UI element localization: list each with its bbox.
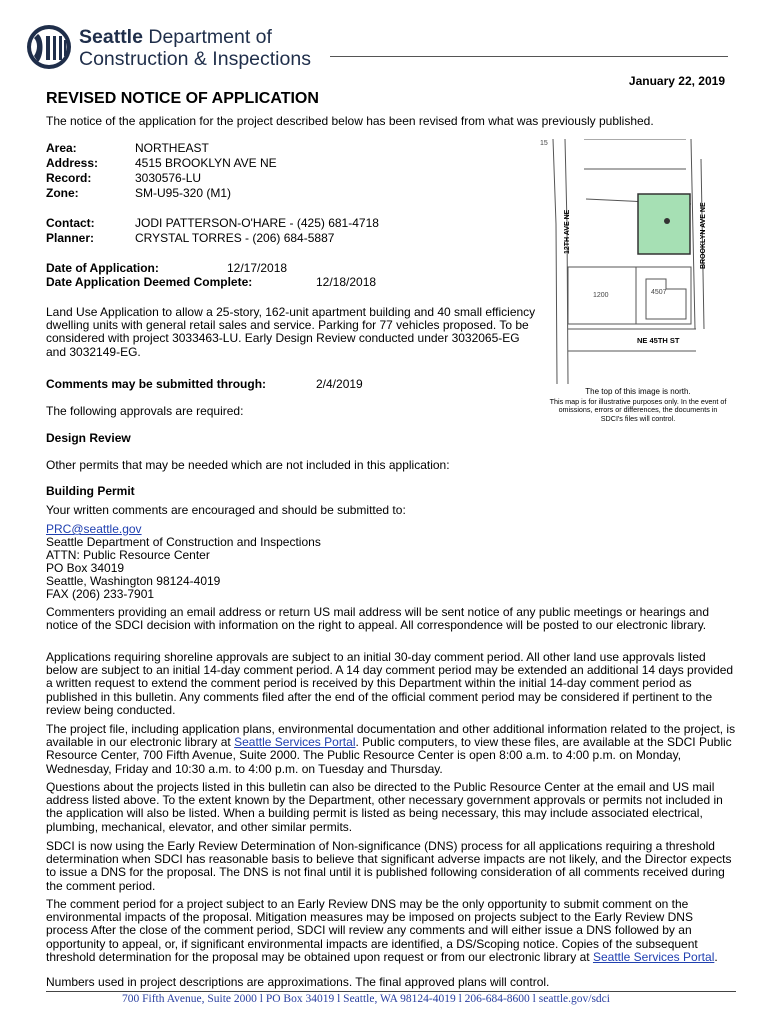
paragraph-approximations: Numbers used in project descriptions are approximations. The final approved plans will control. xyxy=(46,975,550,989)
paragraph-comment-period: Applications requiring shoreline approvals are subject to an initial 30-day comment period. All other land use approvals listed below are subject to an initial 14-day comment period. A 14 day comment period may be extended an additional 14 days provided a written request to extend the comment period is received by this Department within the initial 14-day comment period as published in this bulletin. Any comments filed after the end of the official comment period may be considered if pertinent to the review being conducted. xyxy=(46,650,734,717)
submit-text: Your written comments are encouraged and should be submitted to: xyxy=(46,503,406,517)
map-label-45th-st: NE 45TH ST xyxy=(637,336,680,345)
footer-rule xyxy=(46,991,736,992)
address-line2: ATTN: Public Resource Center xyxy=(46,548,210,562)
address-line4: Seattle, Washington 98124-4019 xyxy=(46,574,221,588)
address-line1: Seattle Department of Construction and Inspections xyxy=(46,535,321,549)
intro-text: The notice of the application for the project described below has been revised from what was previously published. xyxy=(46,114,654,128)
fax-line: FAX (206) 233-7901 xyxy=(46,587,155,601)
area-label: Area: xyxy=(46,141,77,155)
address-label: Address: xyxy=(46,156,99,170)
map-label-12th-ave: 12TH AVE NE xyxy=(564,209,571,254)
paragraph-commenters: Commenters providing an email address or return US mail address will be sent notice of any public meetings or hearings and notice of the SDCI decision with information on the right to appeal. All correspondence will be posted to our electronic library. xyxy=(46,605,709,633)
site-map xyxy=(536,139,730,384)
approval-design-review: Design Review xyxy=(46,431,131,445)
address-line3: PO Box 34019 xyxy=(46,561,125,575)
paragraph-project-file: The project file, including application plans, environmental documentation and other additional information related to the project, is available in our electronic library at Seattle Services Portal. Public computers, to view these files, are available at the SDCI Public Resource Center, 700 Fifth Avenue, Suite 2000. The Public Resource Center is open 8:00 a.m. to 4:00 p.m. on Monday, Wednesday, Friday and 10:30 a.m. to 4:00 p.m. on Tuesday and Thursday. xyxy=(46,722,736,776)
record-label: Record: xyxy=(46,171,92,185)
address-value: 4515 BROOKLYN AVE NE xyxy=(135,156,277,170)
contact-value: JODI PATTERSON-O'HARE - (425) 681-4718 xyxy=(135,216,379,230)
notice-date: January 22, 2019 xyxy=(628,74,725,88)
org-name-line2: Construction & Inspections xyxy=(79,48,311,70)
planner-label: Planner: xyxy=(46,231,95,245)
map-caption-disclaimer: This map is for illustrative purposes only. In the event of omissions, errors or differences, the documents in SDCI's files will control. xyxy=(549,397,727,423)
site-marker-icon xyxy=(664,218,670,224)
header-rule xyxy=(330,56,728,57)
map-label-brooklyn-ave: BROOKLYN AVE NE xyxy=(700,202,707,269)
org-name-line1: Seattle Department of xyxy=(79,26,272,48)
map-caption-north: The top of this image is north. xyxy=(585,387,691,396)
paragraph-comment-dns: The comment period for a project subject to an Early Review DNS may be the only opportunity to submit comment on the environmental impacts of the proposal. Mitigation measures may be imposed on projects subject to the Early Review DNS process After the close of the comment period, SDCI will review any comments and will either issue a DNS followed by an opportunity to appeal, or, if significant environmental impacts are identified, a DS/Scoping notice. Copies of the subsequent threshold determination for the proposal may be obtained upon request or from our electronic library at Seattle Services Portal. xyxy=(46,897,718,964)
comments-deadline-value: 2/4/2019 xyxy=(316,377,363,391)
seattle-logo-icon xyxy=(24,22,74,72)
seattle-services-portal-link[interactable]: Seattle Services Portal xyxy=(234,735,356,750)
paragraph-questions: Questions about the projects listed in this bulletin can also be directed to the Public Resource Center at the email and US mail address listed above. To the extent known by the Department, other necessary government approvals or permits not included in the application will also be listed. When a building permit is listed as being necessary, this may include associated electrical, plumbing, mechanical, elevator, and other similar permits. xyxy=(46,780,723,834)
date-application-value: 12/17/2018 xyxy=(227,261,288,275)
seattle-services-portal-link-2[interactable]: Seattle Services Portal xyxy=(592,949,715,964)
footer-address: 700 Fifth Avenue, Suite 2000 l PO Box 34019 l Seattle, WA 98124-4019 l 206-684-8600 l seattle.gov/sdci xyxy=(122,993,610,1005)
date-complete-label: Date Application Deemed Complete: xyxy=(46,275,253,289)
email-link[interactable]: PRC@seattle.gov xyxy=(46,522,142,536)
area-value: NORTHEAST xyxy=(135,141,209,155)
other-permits-text: Other permits that may be needed which are not included in this application: xyxy=(46,458,450,472)
zone-value: SM-U95-320 (M1) xyxy=(135,186,232,200)
map-label-4507: 4507 xyxy=(651,289,667,296)
date-complete-value: 12/18/2018 xyxy=(316,275,377,289)
record-value: 3030576-LU xyxy=(135,171,202,185)
map-label-15: 15 xyxy=(540,140,548,147)
permit-building: Building Permit xyxy=(46,484,135,498)
contact-label: Contact: xyxy=(46,216,95,230)
project-site-parcel xyxy=(638,194,690,254)
zone-label: Zone: xyxy=(46,186,79,200)
page-title: REVISED NOTICE OF APPLICATION xyxy=(46,90,319,107)
comments-deadline-label: Comments may be submitted through: xyxy=(46,377,267,391)
logo xyxy=(24,22,314,74)
approvals-text: The following approvals are required: xyxy=(46,404,244,418)
project-description: Land Use Application to allow a 25-story, 162-unit apartment building and 40 small efficiency dwelling units with general retail sales and service. Parking for 77 vehicles proposed. To be considered with project 3033463-LU. Early Design Review conducted under 3032065-EG and 3032149-EG. xyxy=(46,305,536,359)
map-label-1200: 1200 xyxy=(593,292,609,299)
paragraph-early-dns: SDCI is now using the Early Review Determination of Non-significance (DNS) process for all applications requiring a threshold determination when SDCI has reasonable basis to believe that significant adverse impacts are not likely, and the Director expects to issue a DNS for the proposal. The DNS is not final until it is published following consideration of all comments received during the comment period. xyxy=(46,839,732,893)
planner-value: CRYSTAL TORRES - (206) 684-5887 xyxy=(135,231,335,245)
date-application-label: Date of Application: xyxy=(46,261,159,275)
